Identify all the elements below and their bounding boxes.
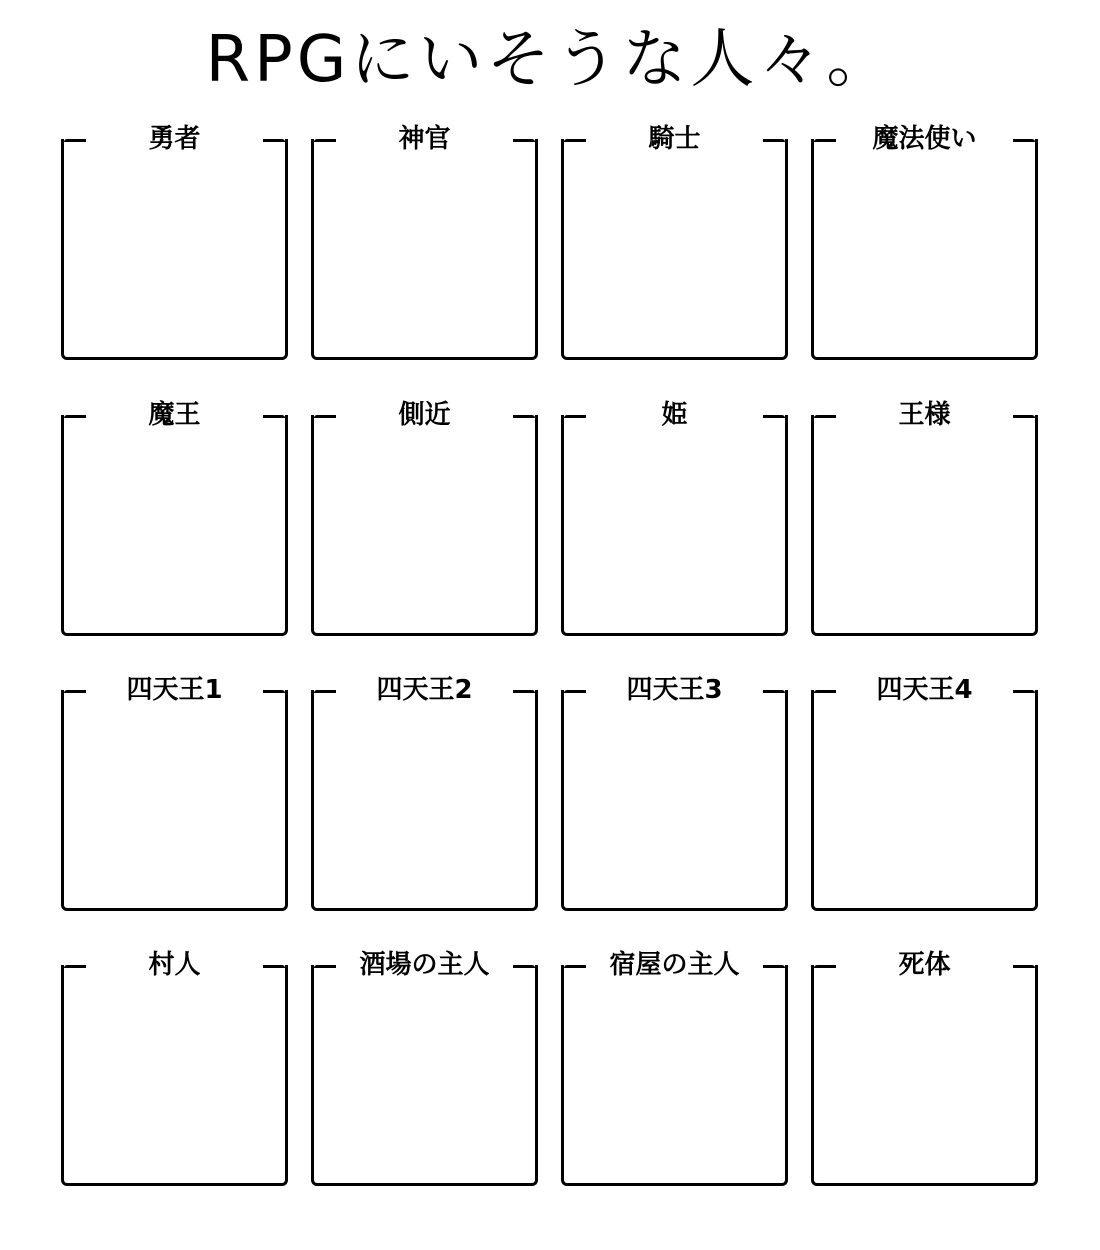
- frame-top-left: [64, 690, 86, 693]
- box-label: 勇者: [90, 123, 259, 155]
- character-box: [811, 952, 1038, 1186]
- frame-top-left: [64, 965, 86, 968]
- box-frame: [311, 950, 538, 1186]
- frame-top-left: [564, 965, 586, 968]
- frame-top-right: [513, 965, 535, 968]
- character-box: [561, 402, 788, 636]
- character-box: [311, 952, 538, 1186]
- frame-top-left: [564, 690, 586, 693]
- box-frame: [311, 124, 538, 360]
- frame-top-left: [314, 139, 336, 142]
- frame-top-right: [263, 139, 285, 142]
- box-label: 村人: [90, 949, 259, 981]
- character-box: [61, 126, 288, 360]
- box-frame: [61, 400, 288, 636]
- character-box: [311, 677, 538, 911]
- frame-top-right: [263, 690, 285, 693]
- frame-top-right: [1013, 415, 1035, 418]
- frame-top-right: [1013, 690, 1035, 693]
- box-frame: [561, 675, 788, 911]
- frame-top-right: [763, 965, 785, 968]
- character-box: [811, 126, 1038, 360]
- box-label: 王様: [840, 399, 1009, 431]
- frame-top-right: [263, 965, 285, 968]
- frame-top-left: [314, 415, 336, 418]
- box-label: 四天王2: [340, 674, 509, 706]
- box-label: 姫: [590, 399, 759, 431]
- box-label: 魔法使い: [840, 123, 1009, 155]
- character-box: [561, 677, 788, 911]
- frame-top-right: [763, 690, 785, 693]
- frame-top-right: [1013, 139, 1035, 142]
- box-label: 騎士: [590, 123, 759, 155]
- character-box: [561, 126, 788, 360]
- box-frame: [61, 950, 288, 1186]
- frame-top-left: [564, 139, 586, 142]
- frame-top-right: [513, 690, 535, 693]
- page-title: RPGにいそうな人々。: [205, 23, 895, 97]
- box-label: 神官: [340, 123, 509, 155]
- character-box: [61, 402, 288, 636]
- character-box: [61, 677, 288, 911]
- box-label: 四天王4: [840, 674, 1009, 706]
- box-frame: [311, 675, 538, 911]
- character-box: [311, 126, 538, 360]
- box-label: 死体: [840, 949, 1009, 981]
- frame-top-left: [814, 690, 836, 693]
- character-box: [561, 952, 788, 1186]
- frame-top-left: [64, 139, 86, 142]
- character-box: [311, 402, 538, 636]
- box-frame: [561, 400, 788, 636]
- box-frame: [561, 124, 788, 360]
- box-label: 側近: [340, 399, 509, 431]
- frame-top-right: [763, 415, 785, 418]
- box-frame: [811, 400, 1038, 636]
- box-label: 宿屋の主人: [590, 949, 759, 981]
- frame-top-right: [763, 139, 785, 142]
- frame-top-left: [814, 965, 836, 968]
- frame-top-right: [263, 415, 285, 418]
- frame-top-left: [64, 415, 86, 418]
- box-frame: [811, 950, 1038, 1186]
- box-label: 酒場の主人: [340, 949, 509, 981]
- frame-top-left: [814, 415, 836, 418]
- box-frame: [811, 124, 1038, 360]
- box-frame: [811, 675, 1038, 911]
- frame-top-right: [1013, 965, 1035, 968]
- frame-top-left: [814, 139, 836, 142]
- frame-top-right: [513, 415, 535, 418]
- character-box: [811, 402, 1038, 636]
- box-frame: [311, 400, 538, 636]
- frame-top-left: [314, 965, 336, 968]
- frame-top-left: [564, 415, 586, 418]
- box-label: 魔王: [90, 399, 259, 431]
- box-frame: [61, 675, 288, 911]
- character-box: [811, 677, 1038, 911]
- box-frame: [561, 950, 788, 1186]
- box-frame: [61, 124, 288, 360]
- box-label: 四天王3: [590, 674, 759, 706]
- frame-top-left: [314, 690, 336, 693]
- character-box: [61, 952, 288, 1186]
- frame-top-right: [513, 139, 535, 142]
- box-label: 四天王1: [90, 674, 259, 706]
